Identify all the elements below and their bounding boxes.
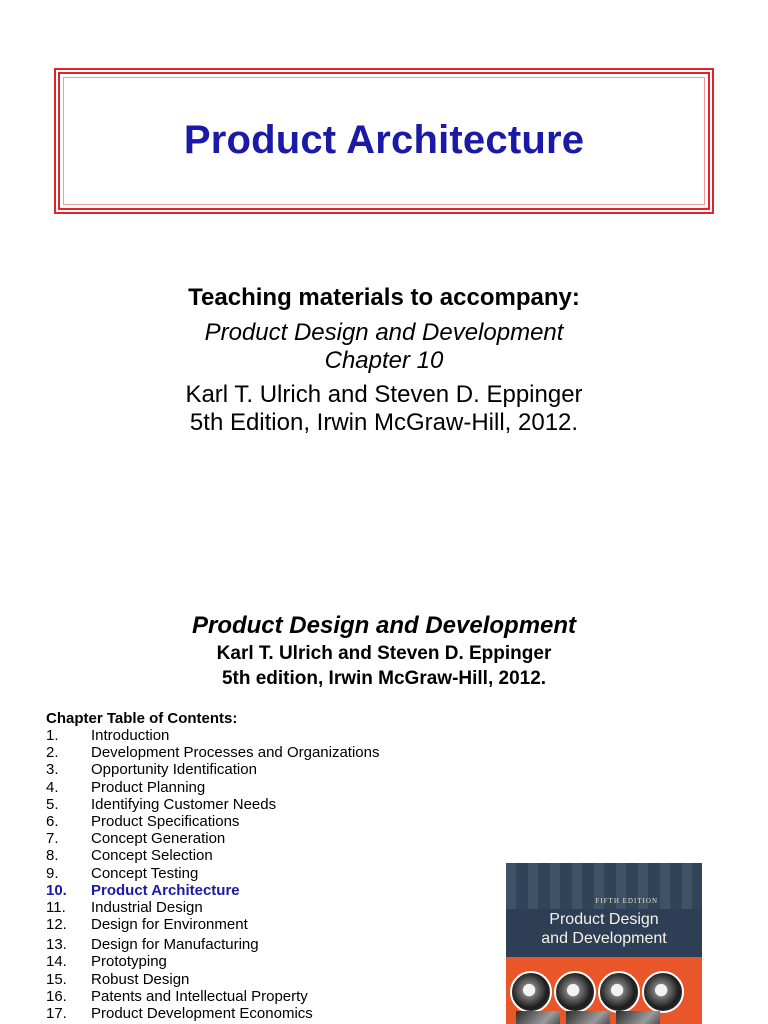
cover-art-part-icon <box>598 971 640 1013</box>
toc-item-number: 7. <box>46 830 59 848</box>
toc-item <box>46 988 380 1005</box>
cover-title-line2: and Development <box>541 930 667 947</box>
cover-art-part-icon <box>554 971 596 1013</box>
cover-title-line1: Product Design <box>549 911 659 928</box>
toc-item-label: Identifying Customer Needs <box>91 795 277 813</box>
toc-item <box>46 796 380 813</box>
toc-item-label: Development Processes and Organizations <box>91 744 380 762</box>
cover-art-tile <box>516 1011 560 1024</box>
toc-item-number: 13. <box>46 936 67 954</box>
page-title: Product Architecture <box>183 118 585 162</box>
toc-item-number: 16. <box>46 987 67 1005</box>
book-authors: Karl T. Ulrich and Steven D. Eppinger <box>216 643 552 664</box>
toc-item <box>46 779 380 796</box>
toc-item <box>46 1005 380 1022</box>
toc-item-label: Concept Selection <box>91 847 213 865</box>
cover-art-tile <box>566 1011 610 1024</box>
cover-edition: FIFTH EDITION <box>595 897 658 905</box>
intro-chapter: Chapter 10 <box>324 347 444 374</box>
toc-item-number: 3. <box>46 761 59 779</box>
toc-item-current <box>46 882 380 899</box>
toc-item <box>46 744 380 761</box>
toc-item-number: 6. <box>46 812 59 830</box>
toc-item-label: Design for Environment <box>91 916 248 934</box>
toc-item-number: 11. <box>46 898 66 916</box>
cover-artwork <box>506 957 702 1024</box>
book-cover-image <box>506 863 702 1024</box>
toc-item-number: 10. <box>46 881 67 899</box>
book-title: Product Design and Development <box>191 612 577 639</box>
toc-item-label: Industrial Design <box>91 898 203 916</box>
toc-item <box>46 916 380 933</box>
toc-item-number: 14. <box>46 953 67 971</box>
toc-item-label: Product Planning <box>91 778 206 796</box>
toc-item-label: Design for Manufacturing <box>91 936 259 954</box>
toc-item-number: 5. <box>46 795 59 813</box>
intro-credits <box>0 381 768 437</box>
toc-item-number: 8. <box>46 847 59 865</box>
toc-item-label: Opportunity Identification <box>91 761 257 779</box>
toc-item <box>46 847 380 864</box>
toc-item-label: Patents and Intellectual Property <box>91 987 308 1005</box>
book-credits <box>0 641 768 691</box>
toc-item-number: 1. <box>46 727 59 744</box>
intro-book-title: Product Design and Development <box>204 319 564 346</box>
toc-item <box>46 865 380 882</box>
intro-book <box>0 319 768 375</box>
title-frame <box>58 72 710 210</box>
toc-item-label: Concept Generation <box>91 830 226 848</box>
toc-item-number: 17. <box>46 1005 67 1022</box>
toc-item <box>46 899 380 916</box>
toc-item <box>46 953 380 970</box>
toc-item <box>46 761 380 778</box>
toc-heading: Chapter Table of Contents: <box>46 710 238 727</box>
toc-item-label: Product Architecture <box>91 881 240 899</box>
toc-item-label: Concept Testing <box>91 864 199 882</box>
toc-item-label: Introduction <box>91 727 170 744</box>
toc-item-number: 15. <box>46 970 67 988</box>
toc-item <box>46 727 380 744</box>
toc-item <box>46 813 380 830</box>
toc-item <box>46 830 380 847</box>
toc-item-label: Product Development Economics <box>91 1005 313 1022</box>
toc-item-number: 9. <box>46 864 59 882</box>
toc-item-label: Product Specifications <box>91 812 240 830</box>
toc-item-number: 2. <box>46 744 59 762</box>
intro-edition: 5th Edition, Irwin McGraw-Hill, 2012. <box>189 409 579 436</box>
cover-title <box>506 910 702 948</box>
toc-item-label: Robust Design <box>91 970 190 988</box>
intro-authors: Karl T. Ulrich and Steven D. Eppinger <box>185 381 583 408</box>
toc-item-label: Prototyping <box>91 953 167 971</box>
cover-art-part-icon <box>642 971 684 1013</box>
cover-art-part-icon <box>510 971 552 1013</box>
cover-art-tile <box>616 1011 660 1024</box>
intro-heading: Teaching materials to accompany: <box>188 284 580 311</box>
book-edition: 5th edition, Irwin McGraw-Hill, 2012. <box>221 668 547 689</box>
toc-item-number: 4. <box>46 778 59 796</box>
toc-item-number: 12. <box>46 916 67 934</box>
toc-item <box>46 936 380 953</box>
toc-list <box>46 727 380 1022</box>
toc-item <box>46 971 380 988</box>
